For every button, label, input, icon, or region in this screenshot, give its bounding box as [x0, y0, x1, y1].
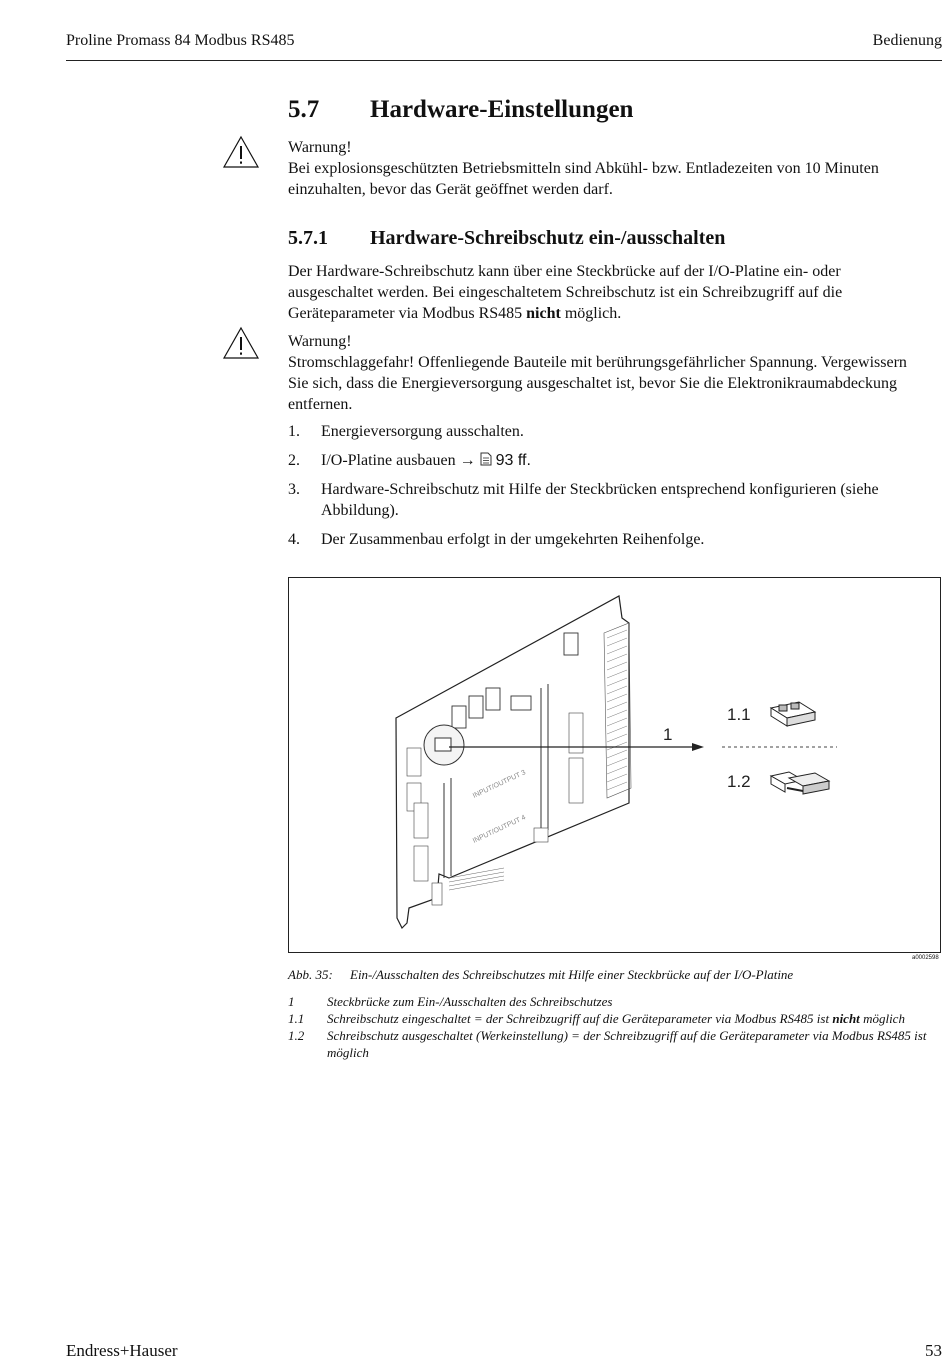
- legend-text: Steckbrücke zum Ein-/Ausschalten des Schreibschutzes: [327, 994, 613, 1009]
- page-reference-link[interactable]: 93 ff.: [495, 452, 531, 469]
- callout-1-2: 1.2: [727, 772, 751, 791]
- figure-caption: [288, 967, 793, 983]
- board-label-io3: INPUT/OUTPUT 3: [471, 769, 527, 800]
- legend-emphasis: nicht: [832, 1011, 860, 1026]
- list-item: [288, 450, 908, 471]
- warning-block-2: [288, 331, 928, 415]
- page-number: 53: [925, 1341, 942, 1360]
- jumper-on-icon: [771, 702, 815, 726]
- section-title: Hardware-Einstellungen: [370, 96, 634, 123]
- warning-title: Warnung!: [288, 139, 352, 156]
- intro-text-end: möglich.: [560, 305, 622, 322]
- step-text: Energieversorgung ausschalten.: [321, 423, 524, 440]
- header-rule: [66, 60, 942, 61]
- intro-text: Der Hardware-Schreibschutz kann über eine Steckbrücke auf der I/O-Platine ein- oder ausgeschaltet werden. Bei eingeschaltetem Schreibschutz ist ein Schreibzugriff auf die Geräteparameter via Modbus RS485: [288, 263, 843, 322]
- step-text: Hardware-Schreibschutz mit Hilfe der Steckbrücken entsprechend konfigurieren (siehe Abbildung).: [321, 481, 879, 519]
- warning-title: Warnung!: [288, 333, 352, 350]
- reference-arrow-icon: →: [459, 452, 476, 469]
- footer-brand: Endress+Hauser: [66, 1341, 178, 1360]
- step-number: 1.: [288, 423, 300, 440]
- legend-text-end: möglich: [859, 1011, 905, 1026]
- warning-text: Bei explosionsgeschützten Betriebsmitteln sind Abkühl- bzw. Entladezeiten von 10 Minuten einzuhalten, bevor das Gerät geöffnet werden darf.: [288, 160, 879, 198]
- caption-text: Ein-/Ausschalten des Schreibschutzes mit Hilfe einer Steckbrücke auf der I/O-Platine: [350, 967, 794, 982]
- subsection-heading: [288, 227, 725, 250]
- figure-id: a0002598: [912, 955, 939, 961]
- legend-key: 1.1: [288, 1011, 305, 1026]
- running-header-chapter: Bedienung: [872, 32, 942, 49]
- callout-1: 1: [663, 725, 673, 744]
- warning-triangle-icon: [222, 326, 260, 360]
- step-number: 4.: [288, 531, 300, 548]
- board-label-io4: INPUT/OUTPUT 4: [471, 814, 527, 845]
- legend-text: Schreibschutz eingeschaltet = der Schreibzugriff auf die Geräteparameter via Modbus RS485 ist: [327, 1011, 833, 1026]
- step-list: [288, 421, 908, 558]
- page-icon: [480, 452, 492, 466]
- section-heading: [288, 96, 633, 124]
- warning-triangle-icon: [222, 135, 260, 169]
- figure-legend: [288, 993, 948, 1061]
- step-number: 2.: [288, 452, 300, 469]
- section-number: 5.7: [288, 96, 320, 123]
- list-item: [288, 421, 908, 442]
- callout-1-1: 1.1: [727, 705, 751, 724]
- intro-emphasis: nicht: [526, 305, 561, 322]
- list-item: [288, 479, 908, 521]
- running-header-title: Proline Promass 84 Modbus RS485: [66, 32, 295, 49]
- io-board-illustration: [289, 578, 942, 954]
- subsection-title: Hardware-Schreibschutz ein-/ausschalten: [370, 227, 726, 249]
- step-text: I/O-Platine ausbauen: [321, 452, 456, 469]
- caption-label: Abb. 35:: [288, 967, 333, 982]
- list-item: [288, 529, 908, 550]
- intro-paragraph: [288, 261, 928, 324]
- legend-key: 1.2: [288, 1028, 305, 1043]
- jumper-off-icon: [771, 772, 829, 794]
- legend-row: [288, 1010, 948, 1027]
- warning-block-1: [288, 137, 928, 200]
- legend-text: Schreibschutz ausgeschaltet (Werkeinstellung) = der Schreibzugriff auf die Geräteparameter via Modbus RS485 ist möglich: [327, 1028, 927, 1060]
- legend-row: [288, 993, 948, 1010]
- step-text: Der Zusammenbau erfolgt in der umgekehrten Reihenfolge.: [321, 531, 705, 548]
- warning-text: Stromschlaggefahr! Offenliegende Bauteile mit berührungsgefährlicher Spannung. Vergewissern Sie sich, dass die Energieversorgung ausgeschaltet ist, bevor Sie die Elektronikraumabdeckung entfernen.: [288, 354, 907, 413]
- legend-key: 1: [288, 994, 295, 1009]
- figure-io-board: [288, 577, 941, 953]
- legend-row: [288, 1027, 948, 1061]
- step-number: 3.: [288, 481, 300, 498]
- subsection-number: 5.7.1: [288, 227, 328, 249]
